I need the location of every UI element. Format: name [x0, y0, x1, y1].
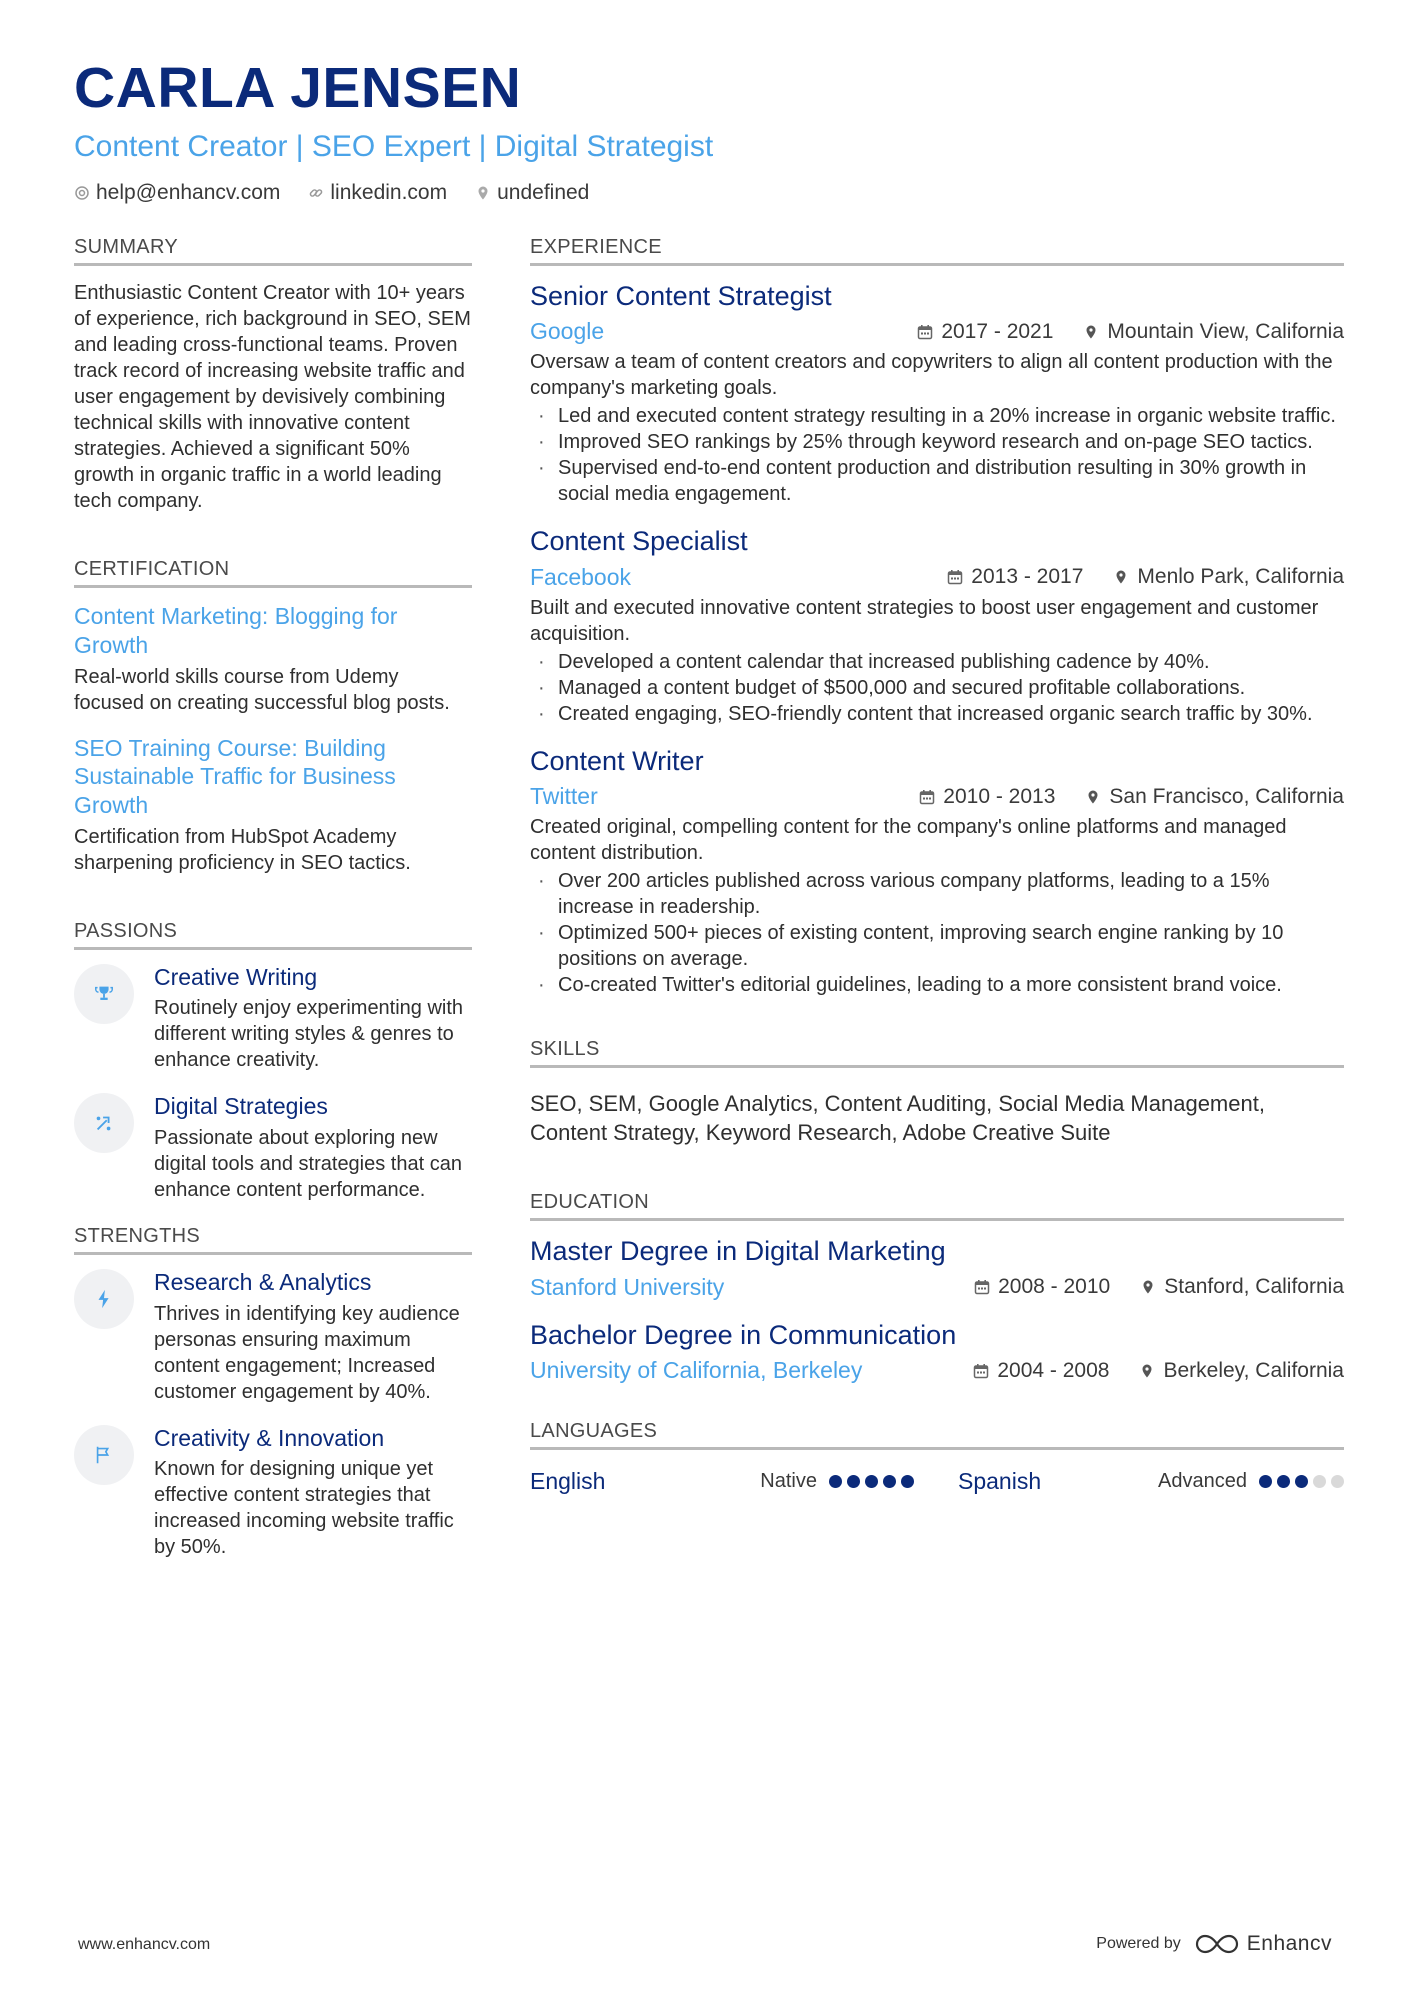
job-dates-text: 2017 - 2021: [941, 319, 1054, 343]
job-bullets: [530, 868, 1344, 998]
email-text: help@enhancv.com: [96, 181, 281, 204]
passion-title: Creative Writing: [154, 963, 318, 990]
location-pin-icon: [475, 185, 491, 201]
job-bullets: [530, 649, 1344, 727]
job-bullet: · Improved SEO rankings by 25% through keyword research and on-page SEO tactics.: [530, 429, 1344, 455]
job-company: Google: [530, 318, 605, 345]
job-title: Content Specialist: [530, 526, 748, 557]
location-text: undefined: [497, 181, 590, 204]
certification-item: [74, 602, 472, 716]
rating-dot-filled: [1277, 1475, 1290, 1488]
strength-item: [74, 1425, 472, 1561]
passion-title: Digital Strategies: [154, 1093, 328, 1120]
strength-title: Research & Analytics: [154, 1268, 372, 1295]
infinity-icon: [1195, 1933, 1239, 1955]
job-bullet: · Managed a content budget of $500,000 and secured profitable collaborations.: [530, 675, 1344, 701]
rating-dot-empty: [1313, 1475, 1326, 1488]
candidate-title: Content Creator | SEO Expert | Digital Strategist: [74, 130, 714, 163]
contact-email[interactable]: [74, 181, 280, 205]
languages-section: [530, 1420, 1344, 1495]
calendar-icon: [974, 1279, 990, 1295]
job-location-text: Menlo Park, California: [1137, 565, 1344, 589]
education-item: [530, 1235, 1344, 1300]
job-bullet: · Supervised end-to-end content production and distribution resulting in 30% growth in social media engagement.: [530, 455, 1344, 507]
rating-dot-filled: [883, 1475, 896, 1488]
education-location: [1139, 1359, 1344, 1383]
summary-section: [74, 236, 472, 514]
job-dates-text: 2013 - 2017: [971, 565, 1084, 589]
skills-heading: SKILLS: [530, 1038, 1344, 1068]
brand-name: Enhancv: [1246, 1932, 1332, 1955]
location-pin-icon: [1139, 1363, 1155, 1379]
linkedin-text: linkedin.com: [330, 181, 448, 204]
education-dates: [973, 1359, 1109, 1383]
job-location: [1085, 785, 1344, 809]
passion-desc: Routinely enjoy experimenting with different writing styles & genres to enhance creativity.: [154, 997, 464, 1072]
certification-section: [74, 558, 472, 876]
job-entry: [530, 280, 1344, 507]
job-location: [1113, 565, 1344, 589]
degree-title: Bachelor Degree in Communication: [530, 1319, 957, 1350]
job-summary: Oversaw a team of content creators and copywriters to align all content production with the company's marketing goals.: [530, 351, 1333, 400]
calendar-icon: [917, 324, 933, 340]
degree-title: Master Degree in Digital Marketing: [530, 1236, 946, 1267]
passions-heading: PASSIONS: [74, 920, 472, 950]
skills-section: [530, 1038, 1344, 1147]
certification-item: [74, 734, 472, 876]
calendar-icon: [947, 569, 963, 585]
strengths-section: [74, 1225, 472, 1560]
job-dates-text: 2010 - 2013: [943, 784, 1056, 808]
job-bullet: · Co-created Twitter's editorial guidelines, leading to a more consistent brand voice.: [530, 972, 1344, 998]
experience-section: [530, 236, 1344, 998]
strengths-heading: STRENGTHS: [74, 1225, 472, 1255]
flag-icon: [74, 1425, 134, 1485]
job-bullets: [530, 403, 1344, 507]
language-level: Native: [760, 1470, 817, 1493]
strength-desc: Known for designing unique yet effective content strategies that increased incoming website traffic by 50%.: [154, 1458, 454, 1559]
job-title: Senior Content Strategist: [530, 281, 832, 311]
certification-heading: CERTIFICATION: [74, 558, 472, 588]
strength-item: [74, 1269, 472, 1405]
rating-dot-filled: [847, 1475, 860, 1488]
education-location: [1140, 1275, 1344, 1299]
job-entry: [530, 745, 1344, 998]
rating-dot-empty: [1331, 1475, 1344, 1488]
footer-branding: [1096, 1932, 1332, 1956]
language-name: English: [530, 1468, 606, 1495]
trophy-icon: [74, 964, 134, 1024]
left-column: [74, 236, 472, 1580]
summary-text: Enthusiastic Content Creator with 10+ years of experience, rich background in SEO, SEM and leading cross-functional teams. Proven track record of increasing website traffic and user engagement by devisively combining technical skills with innovative content strategies. Achieved a significant 50% growth in organic traffic in a world leading tech company.: [74, 282, 471, 512]
education-dates-text: 2008 - 2010: [998, 1275, 1111, 1299]
language-level: Advanced: [1158, 1470, 1247, 1493]
education-section: [530, 1191, 1344, 1384]
location-pin-icon: [1140, 1279, 1156, 1295]
certification-desc: Certification from HubSpot Academy sharpening proficiency in SEO tactics.: [74, 825, 411, 874]
languages-row: [530, 1468, 1344, 1495]
at-icon: [74, 185, 90, 201]
job-location: [1083, 320, 1344, 344]
rating-dot-filled: [901, 1475, 914, 1488]
languages-heading: LANGUAGES: [530, 1420, 1344, 1450]
language-item: [958, 1468, 1344, 1495]
job-dates: [917, 320, 1053, 344]
language-name: Spanish: [958, 1468, 1042, 1495]
education-dates-text: 2004 - 2008: [997, 1358, 1110, 1382]
strength-desc: Thrives in identifying key audience personas ensuring maximum content engagement; Increased customer engagement by 40%.: [154, 1302, 460, 1403]
footer-website[interactable]: www.enhancv.com: [78, 1936, 211, 1953]
job-bullet: · Developed a content calendar that increased publishing cadence by 40%.: [530, 649, 1344, 675]
strategy-arrow-icon: [74, 1093, 134, 1153]
education-dates: [974, 1275, 1110, 1299]
strength-title: Creativity & Innovation: [154, 1424, 385, 1451]
certification-title: Content Marketing: Blogging for Growth: [74, 603, 398, 658]
summary-heading: SUMMARY: [74, 236, 472, 266]
school-name: University of California, Berkeley: [530, 1357, 863, 1384]
experience-heading: EXPERIENCE: [530, 236, 1344, 266]
candidate-name: CARLA JENSEN: [74, 56, 522, 120]
passion-desc: Passionate about exploring new digital tools and strategies that can enhance content performance.: [154, 1126, 462, 1201]
rating-dot-filled: [865, 1475, 878, 1488]
job-summary: Built and executed innovative content strategies to boost user engagement and customer acquisition.: [530, 596, 1319, 645]
education-heading: EDUCATION: [530, 1191, 1344, 1221]
language-item: [530, 1468, 914, 1495]
job-title: Content Writer: [530, 745, 704, 776]
right-column: [530, 236, 1344, 1495]
location-pin-icon: [1113, 569, 1129, 585]
language-rating: [829, 1475, 914, 1488]
rating-dot-filled: [829, 1475, 842, 1488]
passion-item: [74, 1093, 472, 1203]
contact-bar: [74, 181, 1344, 205]
language-rating: [1259, 1475, 1344, 1488]
enhancv-logo[interactable]: [1195, 1932, 1332, 1956]
passion-item: [74, 964, 472, 1074]
skills-list: SEO, SEM, Google Analytics, Content Auditing, Social Media Management, Content Strategy, Keyword Research, Adobe Creative Suite: [530, 1091, 1265, 1145]
location-pin-icon: [1083, 324, 1099, 340]
job-company: Twitter: [530, 783, 598, 810]
passions-section: [74, 920, 472, 1203]
rating-dot-filled: [1259, 1475, 1272, 1488]
link-icon: [308, 185, 324, 201]
calendar-icon: [973, 1363, 989, 1379]
resume-page: [74, 56, 1344, 1559]
job-company: Facebook: [530, 563, 632, 590]
education-location-text: Stanford, California: [1164, 1275, 1344, 1299]
job-bullet: · Over 200 articles published across various company platforms, leading to a 15% increase in readership.: [530, 868, 1344, 920]
job-location-text: Mountain View, California: [1107, 319, 1344, 343]
job-summary: Created original, compelling content for the company's online platforms and managed content distribution.: [530, 816, 1287, 865]
job-entry: [530, 525, 1344, 726]
job-location-text: San Francisco, California: [1109, 784, 1344, 808]
job-dates: [947, 565, 1083, 589]
school-name: Stanford University: [530, 1273, 725, 1300]
job-bullet: · Led and executed content strategy resulting in a 20% increase in organic website traffic.: [530, 403, 1344, 429]
contact-linkedin[interactable]: [308, 181, 447, 205]
job-bullet: · Created engaging, SEO-friendly content that increased organic search traffic by 30%.: [530, 701, 1344, 727]
contact-location: [475, 181, 589, 205]
education-location-text: Berkeley, California: [1163, 1358, 1344, 1382]
location-pin-icon: [1085, 789, 1101, 805]
job-dates: [919, 785, 1055, 809]
calendar-icon: [919, 789, 935, 805]
certification-title: SEO Training Course: Building Sustainable Traffic for Business Growth: [74, 734, 396, 818]
education-item: [530, 1319, 1344, 1384]
lightning-icon: [74, 1269, 134, 1329]
certification-desc: Real-world skills course from Udemy focused on creating successful blog posts.: [74, 665, 450, 714]
rating-dot-filled: [1295, 1475, 1308, 1488]
job-bullet: · Optimized 500+ pieces of existing content, improving search engine ranking by 10 positions on average.: [530, 920, 1344, 972]
powered-by-label: Powered by: [1096, 1935, 1181, 1952]
